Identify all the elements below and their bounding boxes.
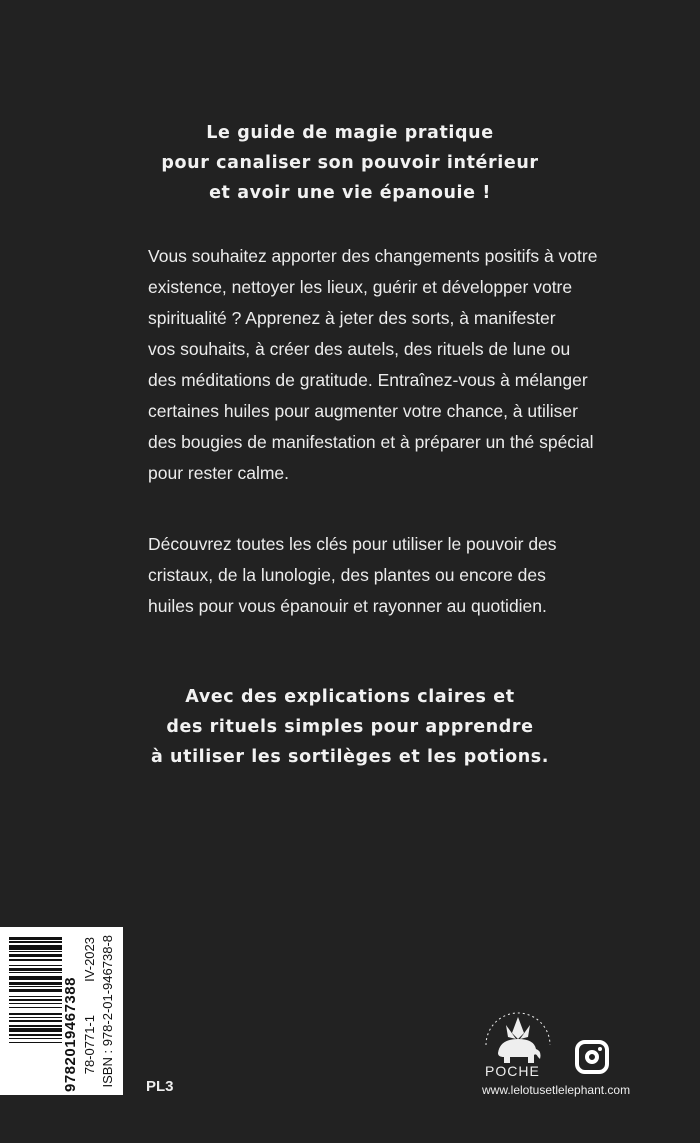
barcode-bar	[9, 1020, 62, 1023]
barcode-bar	[9, 965, 62, 966]
text-line: vos souhaits, à créer des autels, des rituels de lune ou	[148, 339, 571, 359]
tagline-line: et avoir une vie épanouie !	[209, 183, 491, 203]
barcode-bar	[9, 982, 62, 985]
barcode-bar	[9, 1007, 62, 1008]
barcode-bar	[9, 976, 62, 980]
instagram-icon[interactable]	[575, 1040, 609, 1074]
text-line: cristaux, de la lunologie, des plantes ou encore des	[148, 565, 546, 585]
text-line: des méditations de gratitude. Entraînez-vous à mélanger	[148, 370, 588, 390]
product-code: 78-0771-1	[82, 1015, 97, 1075]
text-line: des bougies de manifestation et à préparer un thé spécial	[148, 432, 594, 452]
text-line: spiritualité ? Apprenez à jeter des sorts, à manifester	[148, 308, 556, 328]
barcode-bar	[9, 937, 62, 940]
text-line: huiles pour vous épanouir et rayonner au quotidien.	[148, 596, 547, 616]
barcode-bar	[9, 986, 62, 987]
description-paragraph-1	[148, 241, 598, 489]
barcode-box	[0, 927, 123, 1095]
print-date: IV-2023	[82, 937, 97, 982]
imprint-name: POCHE	[485, 1063, 540, 1079]
text-line: pour rester calme.	[148, 463, 290, 483]
tagline-line: pour canaliser son pouvoir intérieur	[161, 153, 539, 173]
barcode-bar	[9, 1017, 62, 1018]
barcode-bar	[9, 1028, 62, 1032]
barcode-bar	[9, 1042, 62, 1043]
barcode-bar	[9, 959, 62, 960]
barcode-bar	[9, 1038, 62, 1039]
text-line: Avec des explications claires et	[185, 687, 515, 707]
barcode-bar	[9, 968, 62, 971]
barcode-digits: 9782019467388	[62, 977, 79, 1092]
barcode-bar	[9, 1013, 62, 1016]
closing-statement	[0, 682, 700, 772]
tagline-line: Le guide de magie pratique	[206, 123, 494, 143]
barcode-bar	[9, 999, 62, 1002]
barcode-bar	[9, 1025, 62, 1026]
barcode-bars	[9, 937, 62, 1079]
publisher-url[interactable]: www.lelotusetlelephant.com	[482, 1083, 631, 1097]
barcode-bar	[9, 1034, 62, 1037]
tagline	[0, 118, 700, 208]
isbn: ISBN : 978-2-01-946738-8	[100, 935, 115, 1088]
barcode-bar	[9, 945, 62, 949]
description-paragraph-2	[148, 529, 568, 622]
barcode-bar	[9, 989, 62, 992]
barcode-bar	[9, 996, 62, 997]
barcode-bar	[9, 972, 62, 973]
text-line: Vous souhaitez apporter des changements positifs à votre	[148, 246, 598, 266]
barcode-bar	[9, 954, 62, 957]
text-line: à utiliser les sortilèges et les potions.	[150, 747, 550, 767]
text-line: Découvrez toutes les clés pour utiliser le pouvoir des	[148, 534, 557, 554]
barcode-bar	[9, 941, 62, 942]
text-line: des rituels simples pour apprendre	[166, 717, 534, 737]
text-line: existence, nettoyer les lieux, guérir et développer votre	[148, 277, 573, 297]
text-line: certaines huiles pour augmenter votre chance, à utiliser	[148, 401, 578, 421]
barcode-bar	[9, 951, 62, 952]
barcode-bar	[9, 1003, 62, 1004]
price-code: PL3	[146, 1078, 174, 1095]
